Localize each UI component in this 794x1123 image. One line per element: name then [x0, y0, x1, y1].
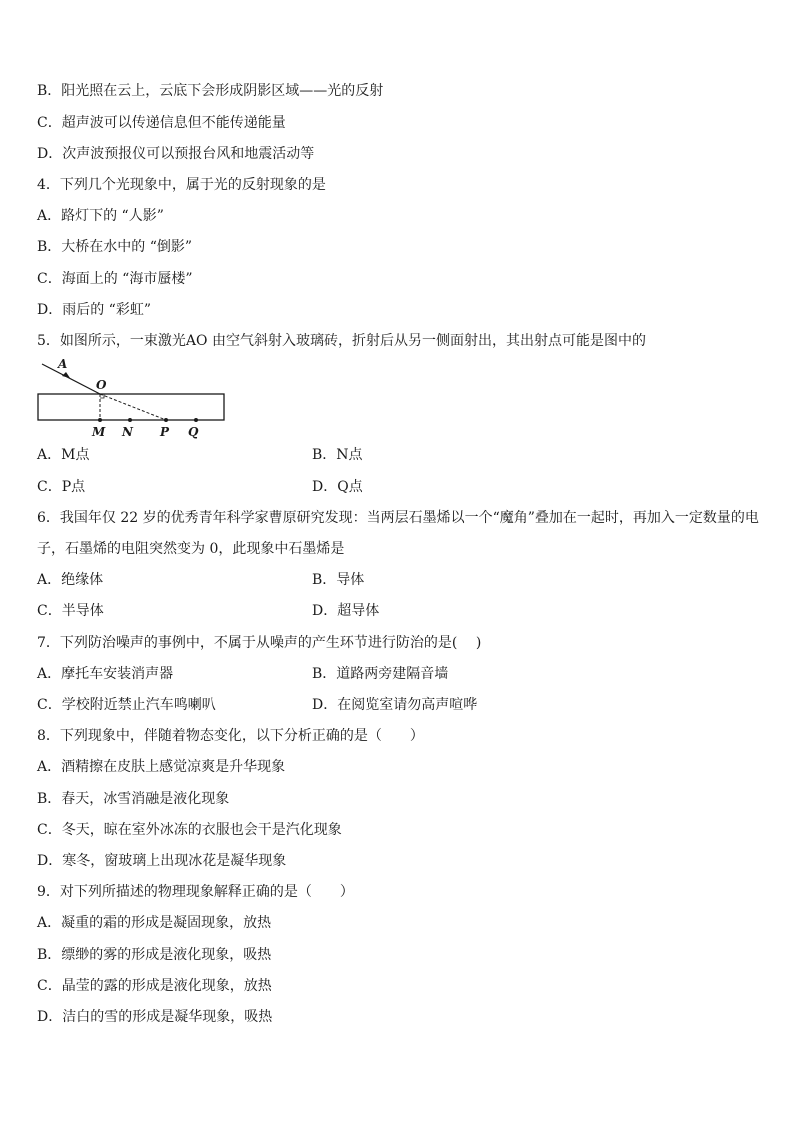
question-7-option-d: D．在阅览室请勿高声喧哗: [312, 697, 478, 713]
question-7-option-a: A．摩托车安装消声器: [37, 666, 174, 682]
question-4-stem: 4．下列几个光现象中，属于光的反射现象的是: [37, 177, 326, 193]
question-8-option-b: B．春天，冰雪消融是液化现象: [37, 791, 230, 807]
question-4-option-c: C．海面上的 “海市蜃楼”: [37, 271, 193, 287]
question-5-option-c: C．P点: [37, 479, 86, 495]
question-6-stem-line2: 子，石墨烯的电阻突然变为 0，此现象中石墨烯是: [37, 541, 345, 557]
label-n: N: [122, 425, 133, 439]
question-7-option-c: C．学校附近禁止汽车鸣喇叭: [37, 697, 216, 713]
question-5-option-a: A．M点: [37, 447, 90, 463]
question-4-option-b: B．大桥在水中的 “倒影”: [37, 239, 193, 255]
question-6-stem-line1: 6．我国年仅 22 岁的优秀青年科学家曹原研究发现：当两层石墨烯以一个“魔角”叠加在一起时，再加入一定数量的电: [37, 510, 759, 526]
question-9-option-d: D．洁白的雪的形成是凝华现象，吸热: [37, 1009, 273, 1025]
ray-arrow-icon: [62, 372, 70, 378]
label-o: O: [96, 378, 107, 392]
question-8-option-c: C．冬天，晾在室外冰冻的衣服也会干是汽化现象: [37, 822, 342, 838]
question-8-stem: 8．下列现象中，伴随着物态变化，以下分析正确的是（ ）: [37, 728, 424, 744]
question-6-option-a: A．绝缘体: [37, 572, 104, 588]
prev-question-option-d: D．次声波预报仪可以预报台风和地震活动等: [37, 146, 315, 162]
question-8-option-a: A．酒精擦在皮肤上感觉凉爽是升华现象: [37, 759, 286, 775]
point-q: [194, 418, 198, 422]
question-9-option-b: B．缥缈的雾的形成是液化现象，吸热: [37, 947, 272, 963]
glass-slab: [38, 394, 224, 420]
refraction-figure: [36, 358, 226, 442]
label-m: M: [92, 425, 106, 439]
question-9-option-a: A．凝重的霜的形成是凝固现象，放热: [37, 915, 272, 931]
label-p: P: [160, 425, 170, 439]
question-5-stem: 5．如图所示，一束激光AO 由空气斜射入玻璃砖，折射后从另一侧面射出，其出射点可能是图中的: [37, 333, 646, 349]
prev-question-option-b: B．阳光照在云上，云底下会形成阴影区域——光的反射: [37, 83, 384, 99]
question-4-option-d: D．雨后的 “彩虹”: [37, 302, 151, 318]
question-4-option-a: A．路灯下的 “人影”: [37, 208, 164, 224]
point-m: [98, 418, 102, 422]
point-n: [128, 418, 132, 422]
question-9-option-c: C．晶莹的露的形成是液化现象，放热: [37, 978, 272, 994]
question-6-option-b: B．导体: [312, 572, 365, 588]
label-q: Q: [188, 425, 199, 439]
label-a: A: [58, 358, 68, 371]
question-6-option-d: D．超导体: [312, 603, 380, 619]
question-6-option-c: C．半导体: [37, 603, 104, 619]
question-8-option-d: D．寒冬，窗玻璃上出现冰花是凝华现象: [37, 853, 287, 869]
ray-extension: [100, 394, 166, 420]
question-5-option-d: D．Q点: [312, 479, 363, 495]
prev-question-option-c: C．超声波可以传递信息但不能传递能量: [37, 115, 286, 131]
question-7-option-b: B．道路两旁建隔音墙: [312, 666, 449, 682]
question-9-stem: 9．对下列所描述的物理现象解释正确的是（ ）: [37, 884, 354, 900]
question-5-option-b: B．N点: [312, 447, 363, 463]
question-7-stem: 7．下列防治噪声的事例中，不属于从噪声的产生环节进行防治的是( ): [37, 635, 482, 651]
point-p: [164, 418, 168, 422]
incident-ray: [42, 364, 100, 394]
